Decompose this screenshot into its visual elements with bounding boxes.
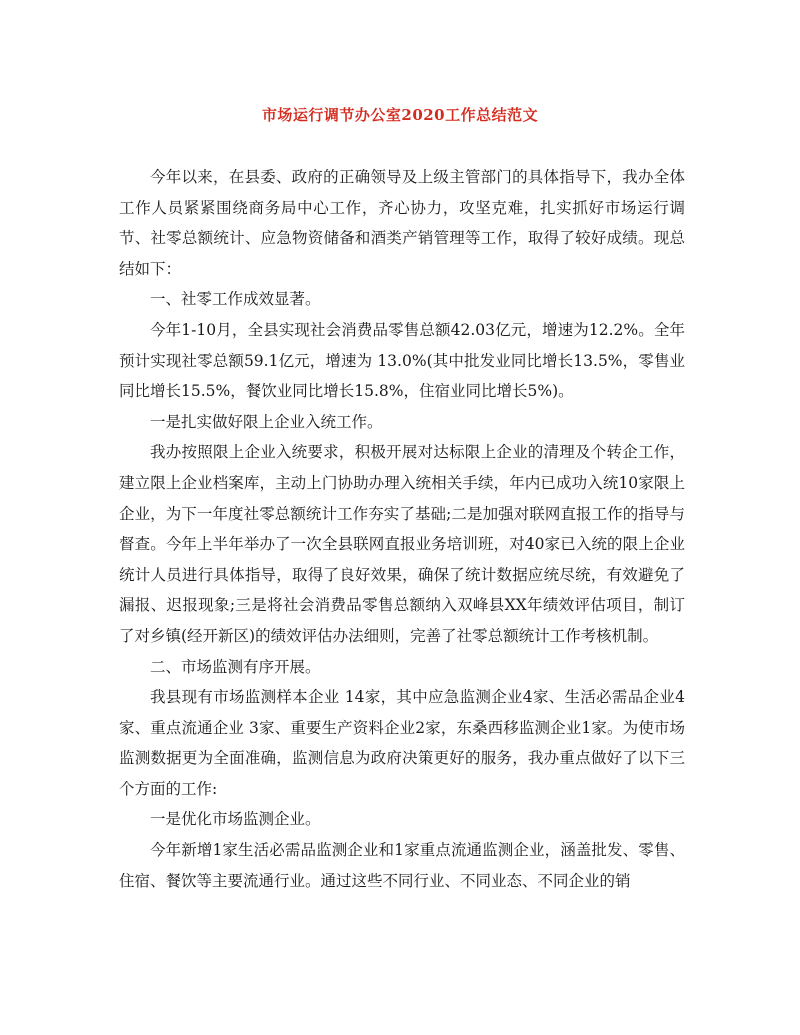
document-body <box>119 162 685 896</box>
section-heading-2: 二、市场监测有序开展。 <box>150 657 321 676</box>
paragraph-new-monitoring: 今年新增1家生活必需品监测企业和1家重点流通监测企业，涵盖批发、零售、住宿、餐饮等主要流通行业。通过这些不同行业、不同业态、不同企业的销 <box>119 841 685 890</box>
paragraph-sales-stats: 今年1-10月，全县实现社会消费品零售总额42.03亿元，增速为12.2%。全年预计实现社零总额59.1亿元，增速为 13.0%(其中批发业同比增长13.5%，零售业同比增长15.5%，餐饮业同比增长15.8%，住宿业同比增长5%)。 <box>119 320 685 401</box>
section-heading-1: 一、社零工作成效显著。 <box>150 290 321 309</box>
subheading-enterprise-registration: 一是扎实做好限上企业入统工作。 <box>150 412 383 431</box>
document-title: 市场运行调节办公室2020工作总结范文 <box>261 106 539 124</box>
paragraph-intro: 今年以来，在县委、政府的正确领导及上级主管部门的具体指导下，我办全体工作人员紧紧围绕商务局中心工作，齐心协力，攻坚克难，扎实抓好市场运行调节、社零总额统计、应急物资储备和酒类产销管理等工作，取得了较好成绩。现总结如下： <box>119 168 685 278</box>
paragraph-enterprise-registration: 我办按照限上企业入统要求，积极开展对达标限上企业的清理及个转企工作，建立限上企业档案库，主动上门协助办理入统相关手续，年内已成功入统10家限上企业，为下一年度社零总额统计工作夯实了基础;二是加强对联网直报工作的指导与督查。今年上半年举办了一次全县联网直报业务培训班，对40家已入统的限上企业统计人员进行具体指导，取得了良好效果，确保了统计数据应统尽统，有效避免了漏报、迟报现象;三是将社会消费品零售总额纳入双峰县XX年绩效评估项目，制订了对乡镇(经开新区)的绩效评估办法细则，完善了社零总额统计工作考核机制。 <box>119 443 685 645</box>
subheading-optimize-monitoring: 一是优化市场监测企业。 <box>150 810 321 829</box>
paragraph-market-monitoring: 我县现有市场监测样本企业 14家，其中应急监测企业4家、生活必需品企业4家、重点流通企业 3家、重要生产资料企业2家，东桑西移监测企业1家。为使市场监测数据更为全面准确，监测信息为政府决策更好的服务，我办重点做好了以下三个方面的工作: <box>119 688 685 798</box>
